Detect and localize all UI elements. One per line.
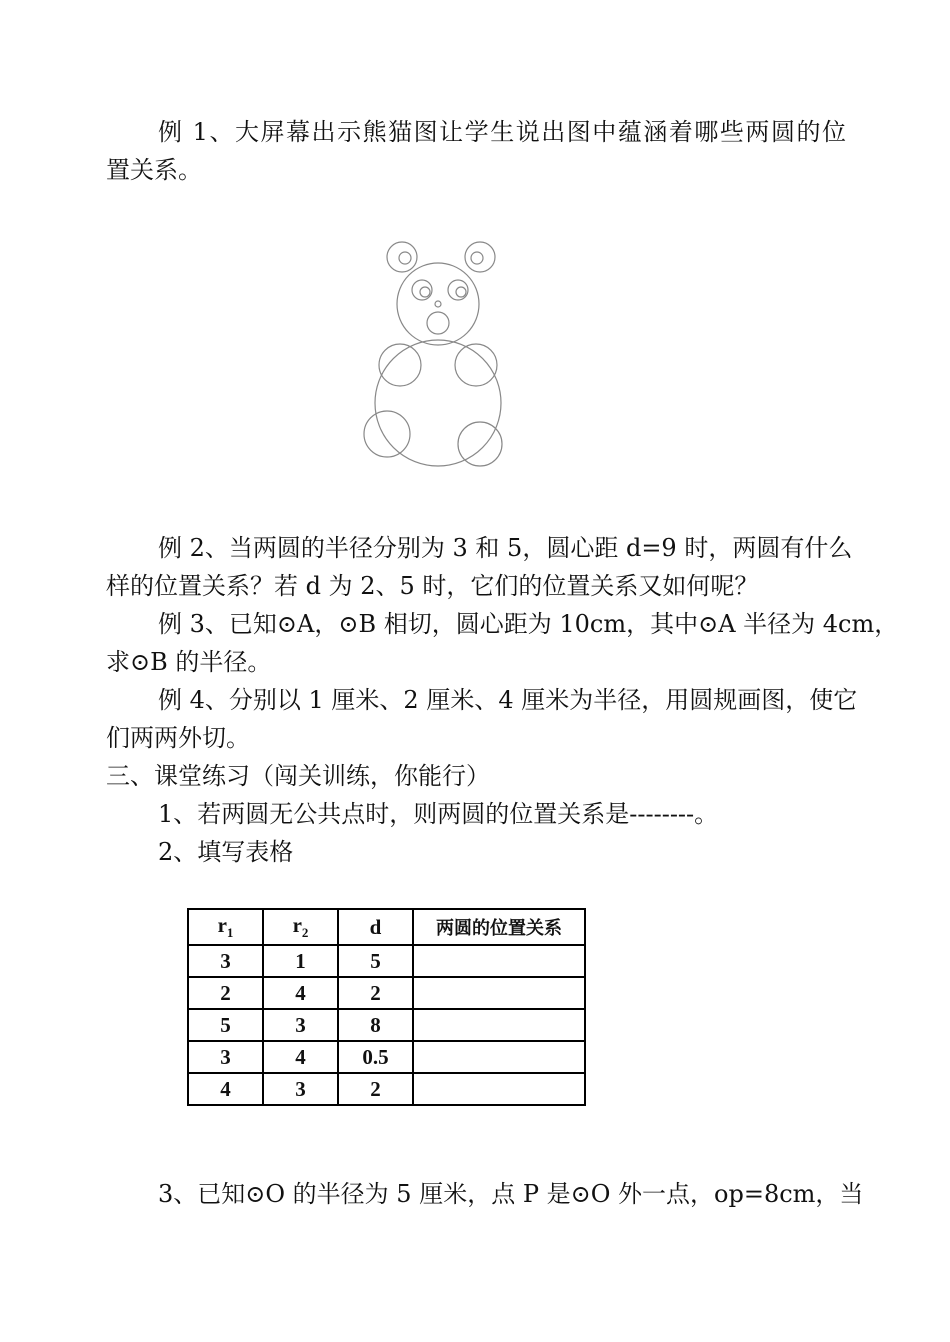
cell-d: 2	[338, 1073, 413, 1105]
cell-r1: 4	[188, 1073, 263, 1105]
section3-heading: 三、课堂练习（闯关训练，你能行）	[106, 762, 490, 790]
header-relation: 两圆的位置关系	[413, 909, 585, 945]
cell-r1: 3	[188, 945, 263, 977]
panda-left-arm	[379, 344, 421, 386]
example4-line2: 们两两外切。	[106, 724, 250, 752]
table-row	[188, 945, 585, 977]
header-r1: $r_1$	[188, 909, 263, 945]
example2-line2: 样的位置关系？若 d 为 2、5 时，它们的位置关系又如何呢？	[106, 572, 759, 600]
position-relation-table	[187, 908, 586, 1106]
example4-line1: 例 4、分别以 1 厘米、2 厘米、4 厘米为半径，用圆规画图，使它	[158, 686, 858, 714]
cell-r2: 4	[263, 977, 338, 1009]
panda-left-leg	[364, 411, 410, 457]
exercise3-text: 3、已知⊙O 的半径为 5 厘米，点 P 是⊙O 外一点，op=8cm，当	[158, 1180, 864, 1208]
cell-r2: 3	[263, 1073, 338, 1105]
table-row	[188, 1073, 585, 1105]
cell-r2: 4	[263, 1041, 338, 1073]
cell-r2: 3	[263, 1009, 338, 1041]
cell-r1: 5	[188, 1009, 263, 1041]
table-row	[188, 1041, 585, 1073]
panda-body	[375, 340, 501, 466]
table-header-row	[188, 909, 585, 945]
cell-relation	[413, 945, 585, 977]
header-d: d	[338, 909, 413, 945]
example1-line1: 例 1、大屏幕出示熊猫图让学生说出图中蕴涵着哪些两圆的位	[158, 118, 846, 146]
panda-mouth	[427, 312, 449, 334]
example1-line2: 置关系。	[106, 156, 202, 184]
panda-head	[397, 263, 479, 345]
cell-d: 8	[338, 1009, 413, 1041]
table-row	[188, 1009, 585, 1041]
example3-line2: 求⊙B 的半径。	[106, 648, 272, 676]
panda-left-ear-inner	[399, 252, 411, 264]
panda-right-eye-inner	[456, 287, 466, 297]
example3-line1: 例 3、已知⊙A，⊙B 相切，圆心距为 10cm，其中⊙A 半径为 4cm，	[158, 610, 899, 638]
exercise2-text: 2、填写表格	[158, 838, 294, 866]
panda-left-eye-inner	[420, 287, 430, 297]
cell-relation	[413, 1009, 585, 1041]
panda-nose	[435, 301, 441, 307]
cell-relation	[413, 1041, 585, 1073]
cell-relation	[413, 977, 585, 1009]
cell-d: 2	[338, 977, 413, 1009]
table-row	[188, 977, 585, 1009]
panda-left-ear-outer	[387, 242, 417, 272]
cell-r2: 1	[263, 945, 338, 977]
panda-right-arm	[455, 344, 497, 386]
cell-d: 5	[338, 945, 413, 977]
cell-r1: 3	[188, 1041, 263, 1073]
panda-right-ear-outer	[465, 242, 495, 272]
header-r2: $r_2$	[263, 909, 338, 945]
example2-line1: 例 2、当两圆的半径分别为 3 和 5，圆心距 d=9 时，两圆有什么	[158, 534, 853, 562]
exercise1-text: 1、若两圆无公共点时，则两圆的位置关系是--------。	[158, 800, 719, 828]
panda-right-leg	[458, 422, 502, 466]
cell-relation	[413, 1073, 585, 1105]
cell-d: 0.5	[338, 1041, 413, 1073]
panda-figure	[362, 222, 508, 472]
panda-right-ear-inner	[471, 252, 483, 264]
cell-r1: 2	[188, 977, 263, 1009]
